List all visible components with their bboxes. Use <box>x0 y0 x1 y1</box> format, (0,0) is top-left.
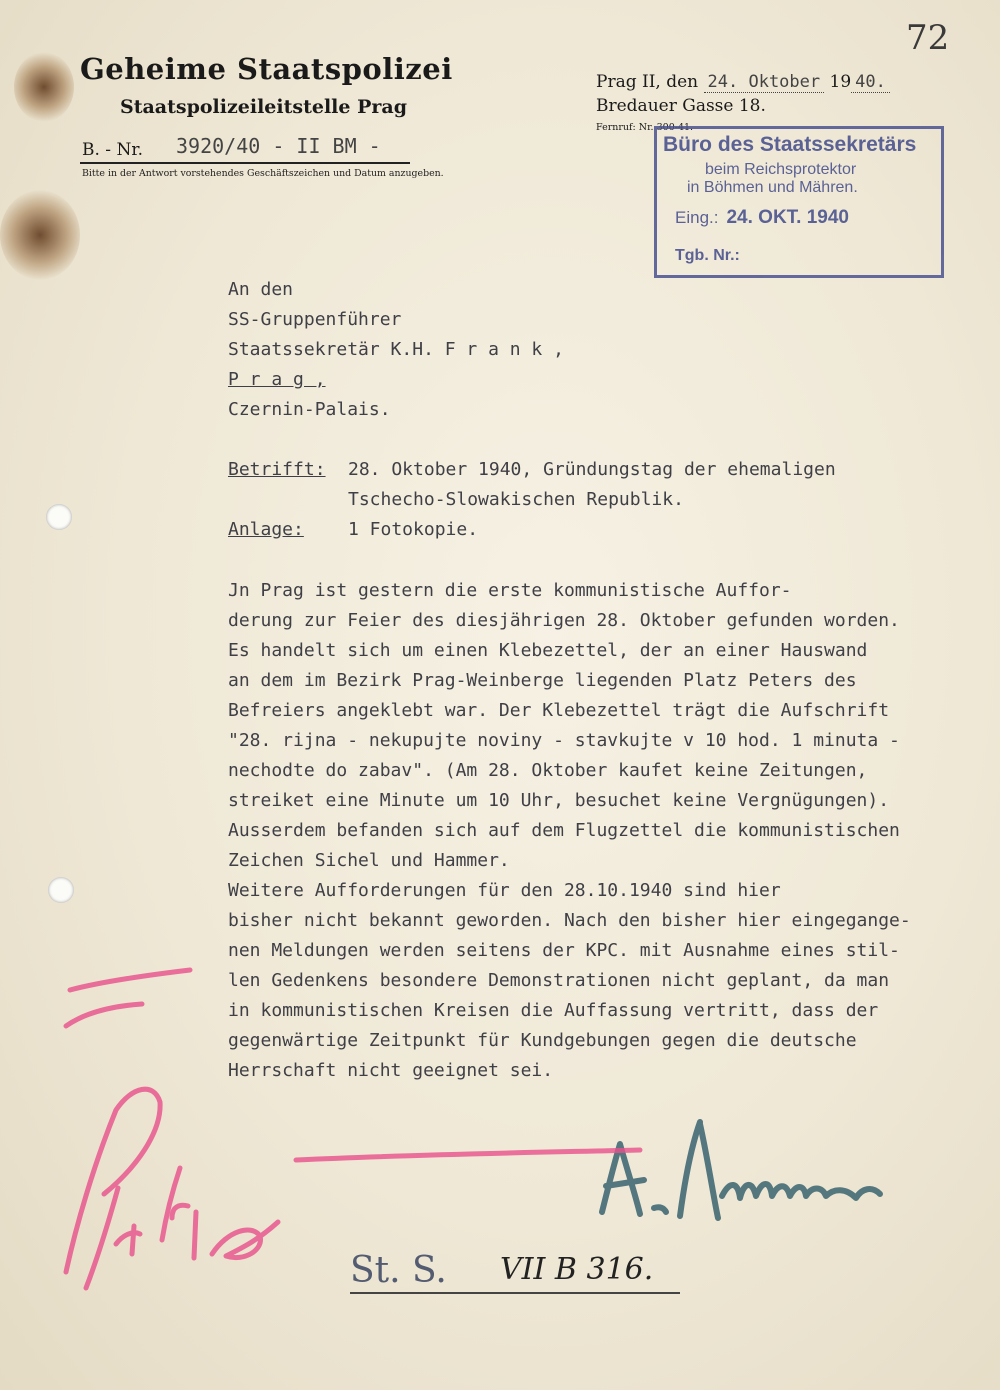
signature <box>602 1122 880 1218</box>
body-line: an dem im Bezirk Prag-Weinberge liegenden Platz Peters des <box>228 670 857 691</box>
dateline-year-prefix: 19 <box>829 72 852 92</box>
enclosure-label: Anlage: <box>228 519 304 540</box>
stamp-office-2: beim Reichsprotektor <box>705 161 857 178</box>
page-number: 72 <box>906 18 950 58</box>
stamp-received-label: Eing.: <box>675 208 719 227</box>
body-line: nechodte do zabav". (Am 28. Oktober kaufet keine Zeitungen, <box>228 760 868 781</box>
filing-rule <box>350 1292 680 1294</box>
dateline-year-suffix: 40. <box>851 72 890 93</box>
letterhead-office: Staatspolizeileitstelle Prag <box>120 96 407 118</box>
phone-number: Fernruf: Nr. 300-41. <box>596 122 694 133</box>
body-line: "28. rijna - nekupujte noviny - stavkujte v 10 hod. 1 minuta - <box>228 730 900 751</box>
body-line: gegenwärtige Zeitpunkt für Kundgebungen gegen die deutsche <box>228 1030 857 1051</box>
body-line: Es handelt sich um einen Klebezettel, der an einer Hauswand <box>228 640 868 661</box>
stamp-received-date: 24. OKT. 1940 <box>726 207 850 228</box>
stamp-journal: Tgb. Nr.: <box>675 247 740 264</box>
subject-line: 28. Oktober 1940, Gründungstag der ehemaligen <box>348 459 836 480</box>
pink-annotation <box>66 970 640 1288</box>
body-line: bisher nicht bekannt geworden. Nach den bisher hier eingegange- <box>228 910 911 931</box>
body-line: Weitere Aufforderungen für den 28.10.1940 sind hier <box>228 880 781 901</box>
body-line: Jn Prag ist gestern die erste kommunistische Auffor- <box>228 580 792 601</box>
body-line: Zeichen Sichel und Hammer. <box>228 850 510 871</box>
body-line: in kommunistischen Kreisen die Auffassung vertritt, dass der <box>228 1000 879 1021</box>
stamp-office-3: in Böhmen und Mähren. <box>687 179 858 196</box>
filing-number: VII B 316. <box>500 1252 654 1287</box>
dateline-place: Prag II, den <box>596 72 699 92</box>
body-line: Befreiers angeklebt war. Der Klebezettel trägt die Aufschrift <box>228 700 890 721</box>
subject-line: Tschecho-Slowakischen Republik. <box>348 489 684 510</box>
stamp-office: Büro des Staatssekretärs <box>663 133 917 156</box>
recipient-line: P r a g , <box>228 369 326 390</box>
body-line: len Gedenkens besondere Demonstrationen nicht geplant, da man <box>228 970 890 991</box>
body-line: Herrschaft nicht geeignet sei. <box>228 1060 554 1081</box>
recipient-line: Czernin-Palais. <box>228 399 391 420</box>
body-line: derung zur Feier des diesjährigen 28. Oktober gefunden worden. <box>228 610 900 631</box>
reference-label: B. - Nr. <box>82 140 143 160</box>
dateline-day-month: 24. Oktober <box>704 72 825 93</box>
recipient-line: SS-Gruppenführer <box>228 309 402 330</box>
street-address: Bredauer Gasse 18. <box>596 96 766 116</box>
reference-number: 3920/40 - II BM - <box>176 134 381 158</box>
filing-stamp-prefix: St. S. <box>350 1250 447 1291</box>
reply-note: Bitte in der Antwort vorstehendes Geschäftszeichen und Datum anzugeben. <box>82 168 444 179</box>
body-line: nen Meldungen werden seitens der KPC. mit Ausnahme eines stil- <box>228 940 900 961</box>
recipient-line: Staatssekretär K.H. F r a n k , <box>228 339 564 360</box>
letterhead-agency: Geheime Staatspolizei <box>80 52 453 86</box>
subject-label: Betrifft: <box>228 459 326 480</box>
body-line: streiket eine Minute um 10 Uhr, besuchet keine Vergnügungen). <box>228 790 890 811</box>
enclosure-value: 1 Fotokopie. <box>348 519 479 540</box>
body-line: Ausserdem befanden sich auf dem Flugzettel die kommunistischen <box>228 820 900 841</box>
recipient-line: An den <box>228 279 294 300</box>
